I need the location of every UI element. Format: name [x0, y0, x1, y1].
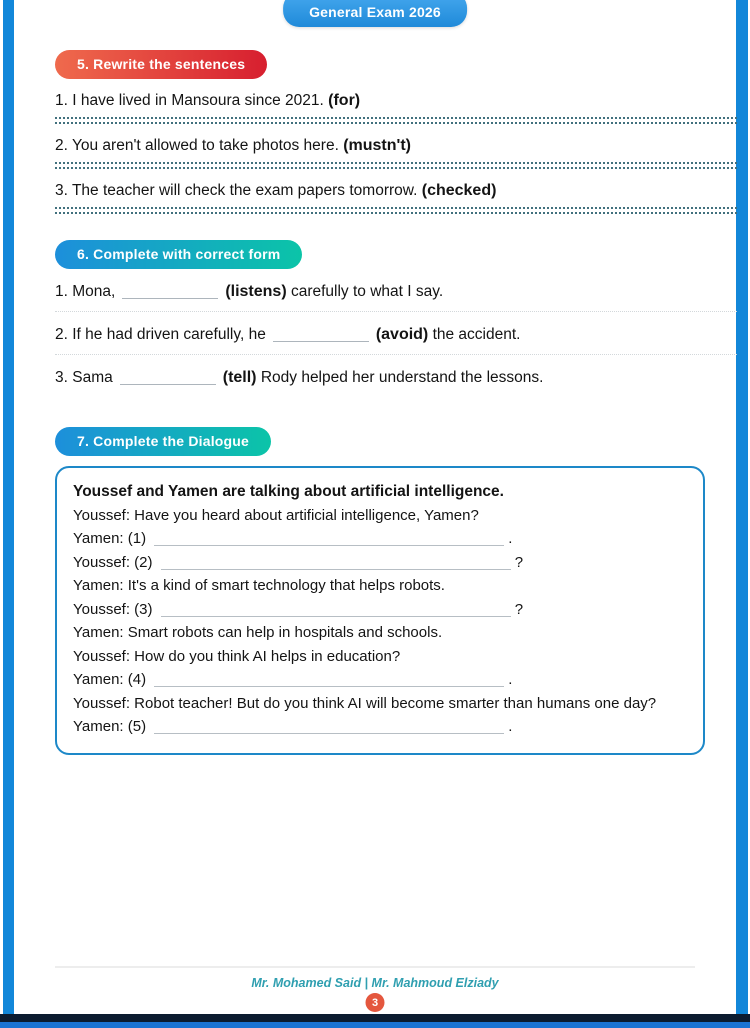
dialogue-line: [73, 668, 687, 692]
rewrite-sentence: [55, 182, 737, 200]
speaker-label: Yamen:: [73, 530, 124, 547]
sentence-text: 3. The teacher will check the exam papers tomorrow.: [55, 182, 418, 199]
fill-after: carefully to what I say.: [290, 283, 444, 300]
dialogue-text: Smart robots can help in hospitals and schools.: [127, 624, 443, 641]
dialogue-line: [73, 598, 687, 622]
answer-blank: [154, 533, 504, 546]
dialogue-line: [73, 504, 687, 528]
sentence-text: 2. You aren't allowed to take photos here.: [55, 137, 339, 154]
end-punctuation: ?: [514, 600, 524, 618]
rewrite-item: [55, 92, 737, 124]
fill-before: 1. Mona,: [55, 283, 116, 300]
dialogue-line: [73, 692, 687, 716]
answer-blank: [273, 329, 369, 342]
rewrite-sentence: [55, 92, 737, 110]
speaker-label: Yamen:: [73, 577, 124, 594]
rewrite-item: [55, 182, 737, 214]
speaker-label: Yamen:: [73, 671, 124, 688]
fill-before: 3. Sama: [55, 369, 113, 386]
fill-after: Rody helped her understand the lessons.: [260, 369, 544, 386]
page-content: [55, 0, 737, 755]
page-border-bottom-blue: [0, 1022, 750, 1028]
fill-item: [55, 283, 737, 312]
blank-number: (5): [127, 718, 147, 735]
dialogue-text: Have you heard about artificial intelligence, Yamen?: [134, 506, 479, 524]
section5-title: 5. Rewrite the sentences: [77, 56, 246, 72]
speaker-label: Youssef:: [73, 694, 130, 712]
dialogue-line: [73, 715, 687, 739]
footer-divider: [55, 966, 695, 968]
rewrite-sentence: [55, 137, 737, 155]
dialogue-box: [55, 466, 705, 755]
answer-blank: [120, 372, 216, 385]
end-punctuation: .: [508, 718, 513, 735]
section5-title-badge: [55, 50, 267, 79]
blank-number: (4): [127, 671, 147, 688]
section6-title-badge: [55, 240, 302, 269]
dialogue-line: [73, 527, 687, 551]
section6-title: 6. Complete with correct form: [77, 246, 281, 262]
answer-blank: [161, 557, 511, 570]
dialogue-line: [73, 574, 687, 598]
answer-blank: [154, 674, 504, 687]
end-punctuation: .: [508, 671, 513, 688]
dialogue-line: [73, 621, 687, 645]
end-punctuation: .: [508, 530, 513, 547]
answer-blank: [122, 286, 218, 299]
speaker-label: Youssef:: [73, 553, 130, 571]
page-number: 3: [371, 996, 379, 1009]
dialogue-line: [73, 551, 687, 575]
sentence-hint: (checked): [421, 182, 497, 199]
sentence-text: 1. I have lived in Mansoura since 2021.: [55, 92, 324, 109]
sentence-hint: (for): [328, 92, 361, 109]
page-border-left: [3, 0, 14, 1014]
dialogue-line: [73, 645, 687, 669]
answer-blank: [154, 721, 504, 734]
fill-hint: (listens): [225, 283, 287, 300]
fill-item: [55, 326, 737, 355]
fill-item: [55, 369, 737, 397]
section7-title-badge: [55, 427, 271, 456]
rewrite-item: [55, 137, 737, 169]
page-number-badge: [366, 993, 385, 1012]
blank-number: (1): [127, 530, 147, 547]
dialogue-text: Robot teacher! But do you think AI will become smarter than humans one day?: [134, 694, 657, 712]
dialogue-text: How do you think AI helps in education?: [134, 647, 401, 665]
speaker-label: Youssef:: [73, 600, 130, 618]
dialogue-text: It's a kind of smart technology that helps robots.: [127, 577, 445, 594]
speaker-label: Yamen:: [73, 624, 124, 641]
speaker-label: Youssef:: [73, 506, 130, 524]
speaker-label: Youssef:: [73, 647, 130, 665]
header-badge-label: General Exam 2026: [309, 4, 441, 20]
fill-hint: (avoid): [375, 326, 429, 343]
end-punctuation: ?: [514, 553, 524, 571]
footer-credit: Mr. Mohamed Said | Mr. Mahmoud Elziady: [251, 976, 499, 990]
speaker-label: Yamen:: [73, 718, 124, 735]
blank-number: (2): [134, 553, 153, 571]
answer-dotted-line: [55, 207, 737, 214]
answer-blank: [161, 604, 511, 617]
fill-hint: (tell): [222, 369, 257, 386]
page-border-right: [736, 0, 748, 1014]
fill-before: 2. If he had driven carefully, he: [55, 326, 266, 343]
answer-dotted-line: [55, 117, 737, 124]
fill-after: the accident.: [432, 326, 521, 343]
blank-number: (3): [134, 600, 153, 618]
dialogue-intro: Youssef and Yamen are talking about artificial intelligence.: [73, 483, 504, 500]
section7-title: 7. Complete the Dialogue: [77, 433, 250, 449]
page-border-bottom-dark: [0, 1014, 750, 1022]
sentence-hint: (mustn't): [343, 137, 411, 154]
answer-dotted-line: [55, 162, 737, 169]
